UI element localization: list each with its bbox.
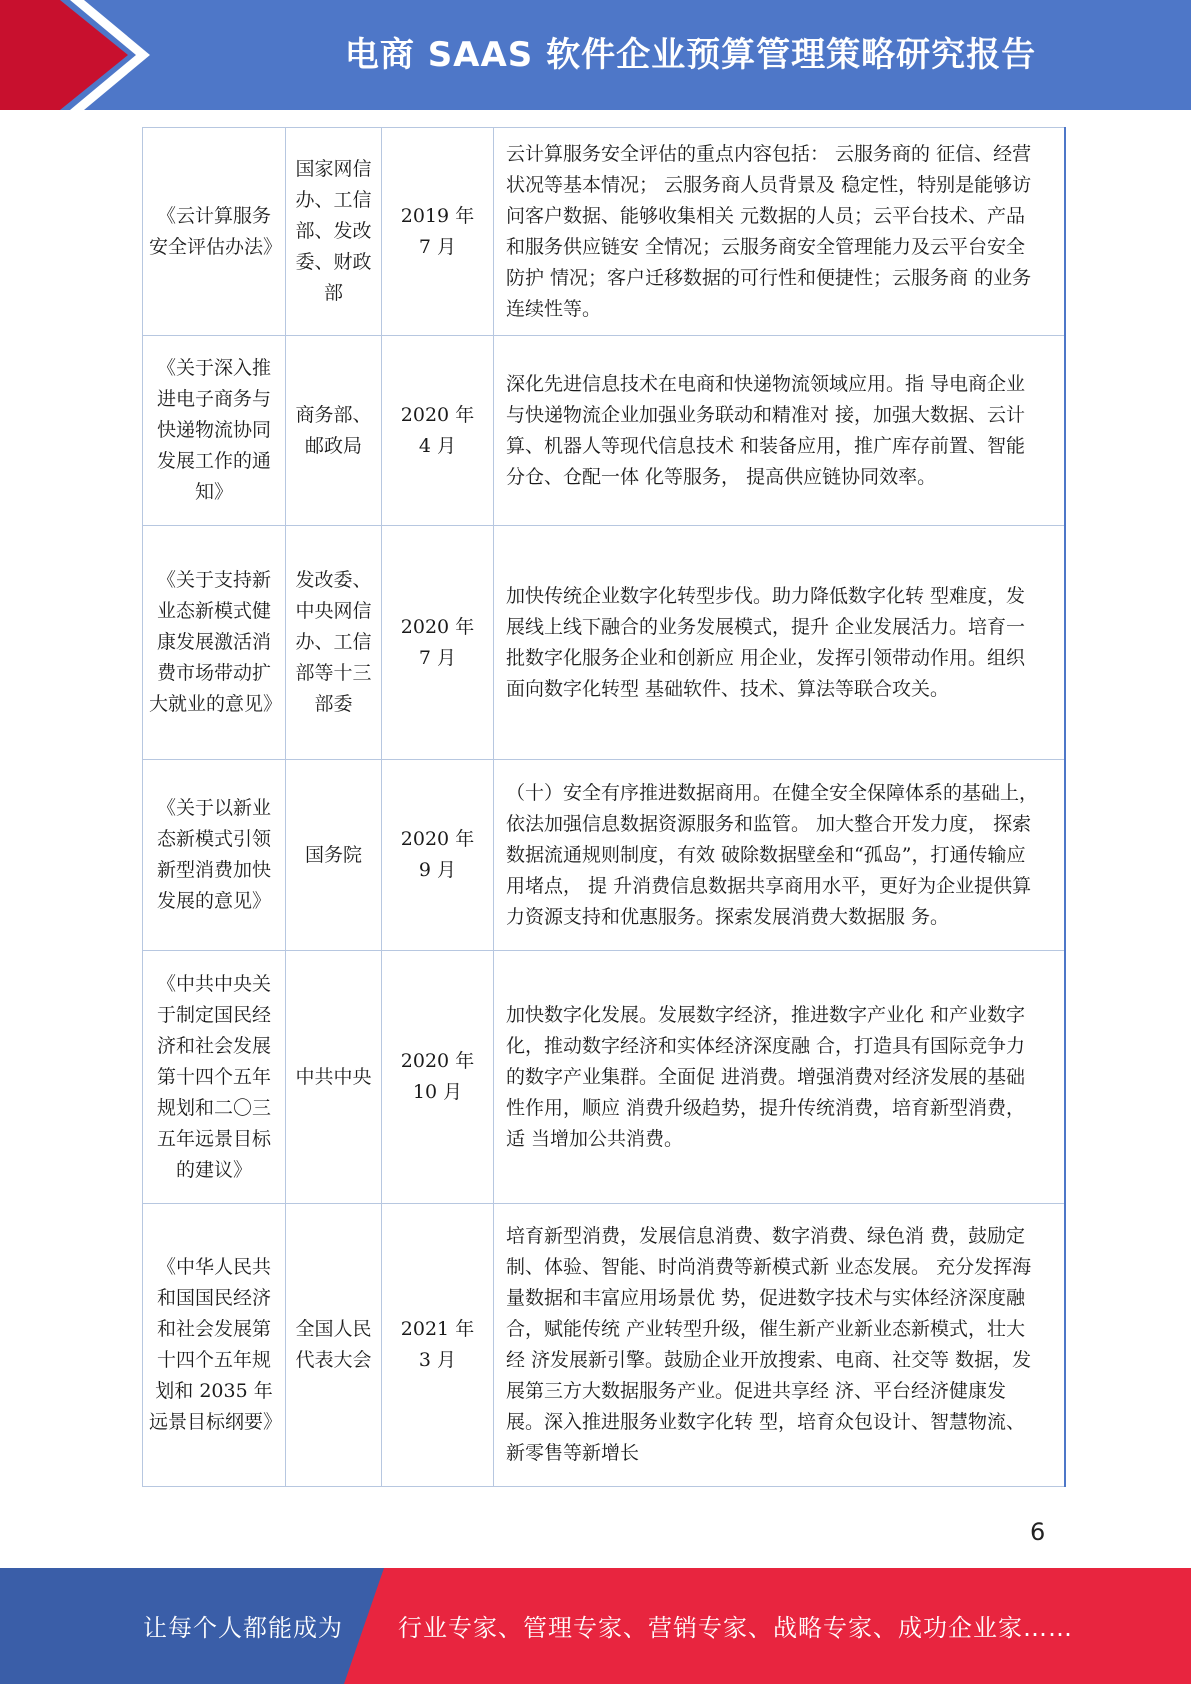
header-arrow-graphic xyxy=(0,0,160,110)
issuer-cell: 发改委、中央网信办、工信部等十三部委 xyxy=(286,526,382,760)
policy-name-cell: 《中共中央关于制定国民经济和社会发展第十四个五年规划和二〇三五年远景目标的建议》 xyxy=(143,951,286,1204)
issuer-cell: 国家网信办、工信部、发改委、财政部 xyxy=(286,128,382,336)
report-title: 电商 SAAS 软件企业预算管理策略研究报告 xyxy=(344,35,1037,75)
issuer-cell: 国务院 xyxy=(286,760,382,951)
issuer-cell: 中共中央 xyxy=(286,951,382,1204)
policy-name-cell: 《中华人民共和国国民经济和社会发展第十四个五年规划和 2035 年远景目标纲要》 xyxy=(143,1204,286,1487)
issuer-cell: 全国人民代表大会 xyxy=(286,1204,382,1487)
date-cell: 2020 年 4 月 xyxy=(382,336,494,526)
table-row xyxy=(143,128,1065,336)
date-cell: 2020 年 7 月 xyxy=(382,526,494,760)
policy-table xyxy=(142,127,1066,1487)
page-header xyxy=(0,0,1191,110)
policy-name-cell: 《云计算服务安全评估办法》 xyxy=(143,128,286,336)
content-cell: （十）安全有序推进数据商用。在健全安全保障体系的基础上，依法加强信息数据资源服务和监管。 加大整合开发力度， 探索数据流通规则制度，有效 破除数据壁垒和“孤岛”，打通传输应用堵点， 提 升消费信息数据共享商用水平，更好为企业提供算 力资源支持和优惠服务。探索发展消费大数据服 务。 xyxy=(494,760,1065,951)
policy-name-cell: 《关于深入推进电子商务与快递物流协同发展工作的通知》 xyxy=(143,336,286,526)
issuer-cell: 商务部、邮政局 xyxy=(286,336,382,526)
date-cell: 2019 年 7 月 xyxy=(382,128,494,336)
content-cell: 加快数字化发展。发展数字经济，推进数字产业化 和产业数字化，推动数字经济和实体经济深度融 合，打造具有国际竞争力的数字产业集群。全面促 进消费。增强消费对经济发展的基础性作用，顺应 消费升级趋势，提升传统消费，培育新型消费， 适 当增加公共消费。 xyxy=(494,951,1065,1204)
content-cell: 加快传统企业数字化转型步伐。助力降低数字化转 型难度，发展线上线下融合的业务发展模式，提升 企业发展活力。培育一批数字化服务企业和创新应 用企业，发挥引领带动作用。组织面向数字化转型 基础软件、技术、算法等联合攻关。 xyxy=(494,526,1065,760)
policy-name-cell: 《关于支持新业态新模式健康发展激活消费市场带动扩大就业的意见》 xyxy=(143,526,286,760)
table-row xyxy=(143,526,1065,760)
table-row xyxy=(143,760,1065,951)
date-cell: 2020 年 9 月 xyxy=(382,760,494,951)
page-number: 6 xyxy=(1030,1518,1046,1546)
content-cell: 云计算服务安全评估的重点内容包括： 云服务商的 征信、经营状况等基本情况； 云服务商人员背景及 稳定性，特别是能够访问客户数据、能够收集相关 元数据的人员；云平台技术、产品和服务供应链安 全情况；云服务商安全管理能力及云平台安全防护 情况；客户迁移数据的可行性和便捷性；云服务商 的业务连续性等。 xyxy=(494,128,1065,336)
page-footer xyxy=(0,1568,1191,1684)
table-row xyxy=(143,951,1065,1204)
content-cell: 深化先进信息技术在电商和快递物流领域应用。指 导电商企业与快递物流企业加强业务联动和精准对 接，加强大数据、云计算、机器人等现代信息技术 和装备应用，推广库存前置、智能分仓、仓配一体 化等服务， 提高供应链协同效率。 xyxy=(494,336,1065,526)
date-cell: 2020 年 10 月 xyxy=(382,951,494,1204)
date-cell: 2021 年 3 月 xyxy=(382,1204,494,1487)
table-row xyxy=(143,1204,1065,1487)
table-row xyxy=(143,336,1065,526)
policy-name-cell: 《关于以新业态新模式引领新型消费加快发展的意见》 xyxy=(143,760,286,951)
content-cell: 培育新型消费，发展信息消费、数字消费、绿色消 费，鼓励定制、体验、智能、时尚消费等新模式新 业态发展。 充分发挥海量数据和丰富应用场景优 势，促进数字技术与实体经济深度融合，赋能传统 产业转型升级，催生新产业新业态新模式，壮大经 济发展新引擎。鼓励企业开放搜索、电商、社交等 数据，发展第三方大数据服务产业。促进共享经 济、平台经济健康发展。深入推进服务业数字化转 型，培育众包设计、智慧物流、新零售等新增长 xyxy=(494,1204,1065,1487)
footer-slogan-right: 行业专家、管理专家、营销专家、战略专家、成功企业家…… xyxy=(398,1614,1073,1642)
footer-slogan-left: 让每个人都能成为 xyxy=(143,1614,343,1642)
